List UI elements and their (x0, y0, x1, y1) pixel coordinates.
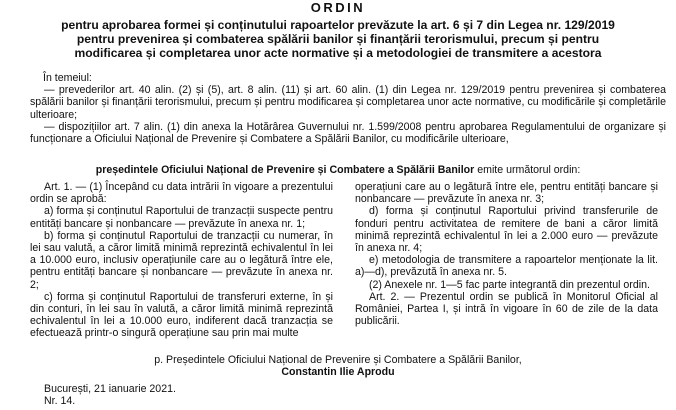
preamble-item-legal-basis: — prevederilor art. 40 alin. (2) și (5), art. 8 alin. (11) și art. 60 alin. (1) din Legea nr. 129/2019 pentru prevenirea și combaterea spălării banilor și finanțării terorismului, precum și pentru modificarea și completarea unor acte normative, cu modificările și completările ulterioare; (30, 84, 666, 121)
signature-block (0, 354, 676, 378)
article-1-point-e: e) metodologia de transmitere a rapoartelor menționate la lit. a)—d), prevăzută în anexa nr. 5. (355, 254, 658, 279)
article-1-paragraph-2: (2) Anexele nr. 1—5 fac parte integrantă din prezentul ordin. (369, 278, 650, 291)
order-number: Nr. 14. (44, 395, 76, 408)
article-1-point-b: b) forma și conținutul Raportului de tranzacții cu numerar, în lei sau valută, a căror limită minimă reprezintă echivalentul în lei a 10.000 euro, inclusiv operațiunile care au o legătură între ele, pentru entități bancare și nonbancare — prevăzute în anexa nr. 2; (30, 229, 333, 291)
articles-right-column (355, 181, 658, 327)
signatory-name: Constantin Ilie Aprodu (281, 366, 395, 379)
place-and-date: București, 21 ianuarie 2021. (44, 383, 176, 395)
document-title: ORDIN (310, 0, 366, 15)
article-1-point-a: a) forma și conținutul Raportului de tranzacții suspecte pentru entități bancare și nonbancare — prevăzute în anexa nr. 1; (30, 205, 333, 230)
subtitle-line: modificarea și completarea unor acte normative și a metodologiei de transmitere a acestora (74, 46, 602, 61)
article-2: Art. 2. — Prezentul ordin se publică în Monitorul Oficial al României, Partea I, și intră în vigoare în 60 de zile de la data publicării. (355, 290, 658, 328)
subtitle-line: pentru prevenirea și combaterea spălării banilor și finanțării terorismului, precum și pentru (76, 32, 600, 47)
article-1-intro: Art. 1. — (1) Începând cu data intrării în vigoare a prezentului ordin se aprobă: (30, 181, 333, 206)
article-1-point-d: d) forma și conținutul Raportului privind transferurile de fonduri pentru activitatea de remitere de bani a căror limită minimă reprezintă echivalentul în lei a 2.000 euro — prevăzute în anexa nr. 4; (355, 205, 658, 255)
issuer-suffix: emite următorul ordin: (474, 164, 581, 176)
article-1-point-c-continued: operațiuni care au o legătură între ele, pentru entități bancare și nonbancare — prevăzute în anexa nr. 3; (355, 181, 658, 206)
issuer-statement (0, 164, 676, 176)
subtitle-line: pentru aprobarea formei și conținutului rapoartelor prevăzute la art. 6 și 7 din Legea nr. 129/2019 (61, 18, 615, 32)
document-subtitle (4, 18, 672, 61)
signature-title: p. Președintele Oficiului Național de Prevenire și Combatere a Spălării Banilor, (154, 354, 522, 366)
issuer-name: președintele Oficiului Național de Prevenire și Combatere a Spălării Banilor (95, 164, 475, 176)
preamble-item-government-decision: — dispozițiilor art. 7 alin. (1) din anexa la Hotărârea Guvernului nr. 1.599/2008 pentru aprobarea Regulamentului de organizare și funcționare a Oficiului Național de Prevenire și Combatere a Spălării Banilor, cu modificările ulterioare, (30, 120, 666, 146)
articles-section (30, 181, 668, 351)
preamble (30, 72, 666, 145)
article-1-point-c: c) forma și conținutul Raportului de transferuri externe, în și din conturi, în lei sau în valută, a căror limită minimă reprezintă echivalentul în lei a 10.000 euro, indiferent dacă tranzacția se efectuează printr-o singură operațiune sau prin mai multe (30, 290, 333, 340)
document-footer (44, 383, 176, 407)
articles-left-column (30, 181, 333, 340)
preamble-intro: În temeiul: (43, 72, 92, 84)
